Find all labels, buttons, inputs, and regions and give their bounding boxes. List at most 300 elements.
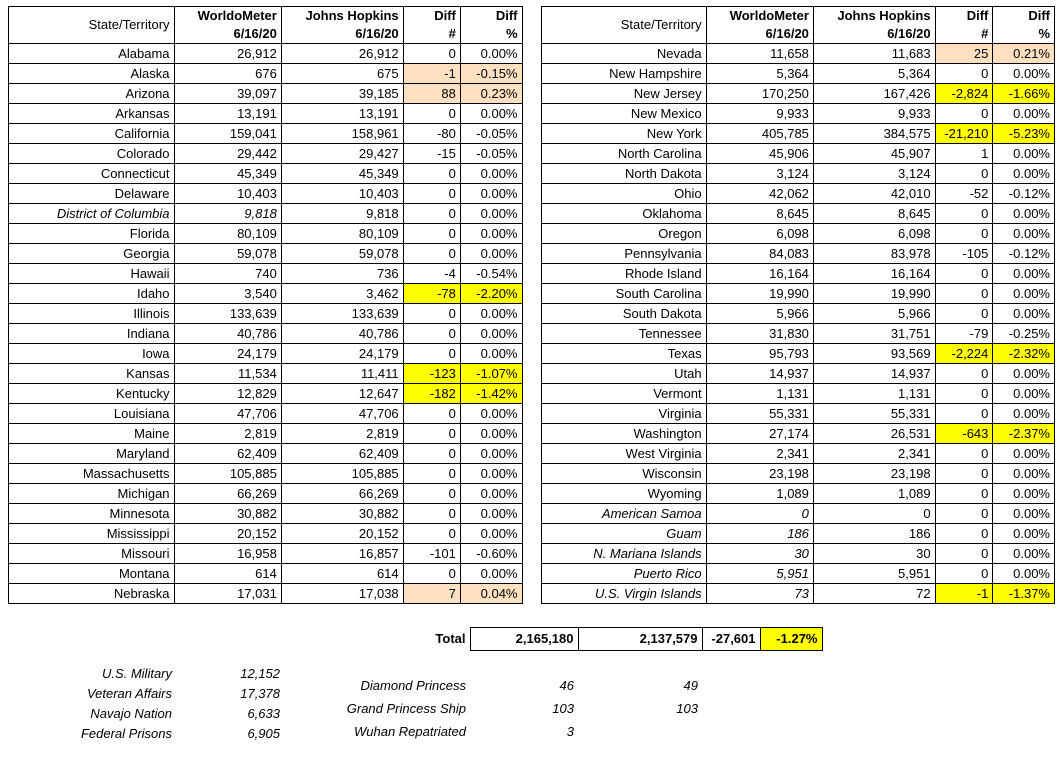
spacer-cell	[760, 651, 822, 674]
cell-diff-num: 0	[403, 164, 460, 184]
cell-state: Florida	[9, 224, 175, 244]
cell-worldometer: 9,933	[706, 104, 813, 124]
cell-johns-hopkins: 0	[813, 504, 935, 524]
header-diff-pct-label: Diff	[495, 8, 518, 23]
cell-state: Massachusetts	[9, 464, 175, 484]
cell-state: Texas	[541, 344, 706, 364]
cell-worldometer: 26,912	[174, 44, 281, 64]
cell-diff-pct: -0.12%	[993, 184, 1055, 204]
cell-diff-pct: -0.60%	[460, 544, 522, 564]
cell-state: Idaho	[9, 284, 175, 304]
cell-johns-hopkins: 24,179	[281, 344, 403, 364]
header-diff-num	[935, 7, 993, 44]
right-table-body	[541, 44, 1055, 604]
cell-diff-num: 0	[935, 564, 993, 584]
table-row	[9, 304, 523, 324]
table-row	[9, 124, 523, 144]
cell-diff-num: -101	[403, 544, 460, 564]
cell-state: Alaska	[9, 64, 175, 84]
cell-worldometer: 3,540	[174, 284, 281, 304]
header-johns-hopkins-date: 6/16/20	[355, 26, 399, 41]
total-diff-num: -27,601	[702, 627, 760, 650]
header-johns-hopkins-date: 6/16/20	[887, 26, 931, 41]
cell-worldometer: 17,031	[174, 584, 281, 604]
header-diff-pct	[993, 7, 1055, 44]
cell-johns-hopkins: 14,937	[813, 364, 935, 384]
total-johns-hopkins: 2,137,579	[578, 627, 702, 650]
cell-worldometer: 30,882	[174, 504, 281, 524]
table-row	[541, 364, 1055, 384]
table-row	[541, 204, 1055, 224]
right-table-head	[541, 7, 1055, 44]
cell-johns-hopkins: 12,647	[281, 384, 403, 404]
table-row	[541, 264, 1055, 284]
cell-johns-hopkins: 736	[281, 264, 403, 284]
header-johns-hopkins-label: Johns Hopkins	[305, 8, 399, 23]
cell-diff-pct: 0.00%	[993, 404, 1055, 424]
cell-worldometer: 55,331	[706, 404, 813, 424]
table-row	[541, 344, 1055, 364]
cell-diff-num: 0	[935, 364, 993, 384]
header-diff-num-sub: #	[981, 26, 989, 41]
table-row	[9, 564, 523, 584]
cell-diff-num: 0	[403, 204, 460, 224]
header-row	[541, 7, 1055, 44]
cell-johns-hopkins: 614	[281, 564, 403, 584]
cell-johns-hopkins: 55,331	[813, 404, 935, 424]
cell-diff-pct: -0.12%	[993, 244, 1055, 264]
cell-state: American Samoa	[541, 504, 706, 524]
cell-state: South Dakota	[541, 304, 706, 324]
extra-worldometer: 103	[552, 700, 574, 716]
table-row	[541, 284, 1055, 304]
cell-johns-hopkins: 5,966	[813, 304, 935, 324]
cell-diff-pct: -0.54%	[460, 264, 522, 284]
cell-johns-hopkins: 66,269	[281, 484, 403, 504]
cell-diff-num: 0	[935, 204, 993, 224]
cell-worldometer: 40,786	[174, 324, 281, 344]
cell-johns-hopkins: 1,089	[813, 484, 935, 504]
table-row	[541, 104, 1055, 124]
table-row	[9, 484, 523, 504]
left-data-table	[8, 6, 523, 604]
cell-johns-hopkins: 6,098	[813, 224, 935, 244]
cell-diff-num: -78	[403, 284, 460, 304]
cell-diff-pct: 0.00%	[993, 264, 1055, 284]
cell-diff-pct: -0.25%	[993, 324, 1055, 344]
cell-diff-pct: 0.00%	[993, 524, 1055, 544]
table-row	[9, 444, 523, 464]
cell-diff-num: -123	[403, 364, 460, 384]
cell-state: Kansas	[9, 364, 175, 384]
table-row	[9, 424, 523, 444]
table-row	[541, 184, 1055, 204]
cell-johns-hopkins: 9,933	[813, 104, 935, 124]
cell-worldometer: 105,885	[174, 464, 281, 484]
cell-diff-num: 0	[403, 324, 460, 344]
spacer-cell	[8, 644, 176, 664]
extra-label: U.S. Military	[101, 666, 172, 681]
cell-johns-hopkins: 26,531	[813, 424, 935, 444]
cell-johns-hopkins: 9,818	[281, 204, 403, 224]
cell-johns-hopkins: 16,164	[813, 264, 935, 284]
spacer-cell	[302, 604, 470, 627]
cell-johns-hopkins: 29,427	[281, 144, 403, 164]
header-diff-pct-label: Diff	[1028, 8, 1050, 23]
cell-worldometer: 95,793	[706, 344, 813, 364]
cell-diff-pct: 0.00%	[460, 324, 522, 344]
cell-johns-hopkins: 62,409	[281, 444, 403, 464]
cell-johns-hopkins: 133,639	[281, 304, 403, 324]
list-item	[302, 697, 822, 720]
spacer-row	[8, 644, 284, 664]
cell-johns-hopkins: 93,569	[813, 344, 935, 364]
cell-state: Louisiana	[9, 404, 175, 424]
cell-worldometer: 80,109	[174, 224, 281, 244]
total-worldometer: 2,165,180	[470, 627, 578, 650]
cell-worldometer: 30	[706, 544, 813, 564]
right-extra-body	[302, 604, 822, 744]
cell-diff-pct: 0.00%	[993, 64, 1055, 84]
header-worldometer-label: WorldoMeter	[729, 8, 809, 23]
header-worldometer-date: 6/16/20	[765, 26, 809, 41]
spacer-cell	[578, 651, 702, 674]
total-row	[302, 627, 822, 650]
table-row	[541, 304, 1055, 324]
cell-diff-num: 0	[403, 344, 460, 364]
table-row	[541, 44, 1055, 64]
table-row	[541, 64, 1055, 84]
cell-diff-num: 88	[403, 84, 460, 104]
list-item	[8, 664, 284, 684]
table-row	[9, 284, 523, 304]
table-row	[541, 444, 1055, 464]
extra-value: 17,378	[240, 686, 280, 701]
extra-worldometer: 46	[559, 677, 574, 693]
cell-johns-hopkins: 72	[813, 584, 935, 604]
cell-worldometer: 27,174	[706, 424, 813, 444]
cell-diff-num: -15	[403, 144, 460, 164]
total-label: Total	[435, 630, 466, 646]
cell-state: West Virginia	[541, 444, 706, 464]
table-row	[9, 164, 523, 184]
cell-state: Virginia	[541, 404, 706, 424]
cell-worldometer: 133,639	[174, 304, 281, 324]
cell-johns-hopkins: 5,951	[813, 564, 935, 584]
cell-diff-num: 0	[935, 504, 993, 524]
cell-state: Oklahoma	[541, 204, 706, 224]
table-row	[9, 524, 523, 544]
cell-diff-pct: -2.32%	[993, 344, 1055, 364]
extra-label: Diamond Princess	[360, 677, 466, 693]
table-row	[541, 124, 1055, 144]
cell-diff-num: -4	[403, 264, 460, 284]
cell-diff-pct: 0.00%	[993, 504, 1055, 524]
spacer-cell	[176, 604, 284, 624]
cell-worldometer: 45,349	[174, 164, 281, 184]
table-row	[9, 504, 523, 524]
table-row	[9, 144, 523, 164]
cell-state: Puerto Rico	[541, 564, 706, 584]
table-row	[9, 364, 523, 384]
spacer-cell	[760, 604, 822, 627]
table-row	[541, 384, 1055, 404]
right-data-table	[541, 6, 1056, 604]
spacer-cell	[8, 624, 176, 644]
cell-diff-pct: 0.00%	[460, 344, 522, 364]
cell-diff-pct: 0.00%	[460, 424, 522, 444]
cell-worldometer: 19,990	[706, 284, 813, 304]
cell-diff-pct: -0.05%	[460, 124, 522, 144]
cell-diff-num: -52	[935, 184, 993, 204]
cell-diff-pct: 0.00%	[460, 444, 522, 464]
extra-worldometer: 3	[566, 724, 574, 740]
cell-diff-num: 0	[935, 464, 993, 484]
cell-diff-pct: 0.00%	[460, 184, 522, 204]
cell-johns-hopkins: 26,912	[281, 44, 403, 64]
cell-worldometer: 14,937	[706, 364, 813, 384]
cell-state: Tennessee	[541, 324, 706, 344]
header-state-label: State/Territory	[88, 17, 170, 32]
cell-diff-num: 0	[403, 484, 460, 504]
cell-diff-num: 0	[935, 64, 993, 84]
cell-diff-num: -182	[403, 384, 460, 404]
cell-worldometer: 2,819	[174, 424, 281, 444]
spacer-cell	[702, 651, 760, 674]
cell-state: Kentucky	[9, 384, 175, 404]
cell-johns-hopkins: 3,462	[281, 284, 403, 304]
list-item	[8, 704, 284, 724]
cell-worldometer: 614	[174, 564, 281, 584]
cell-worldometer: 29,442	[174, 144, 281, 164]
cell-worldometer: 16,958	[174, 544, 281, 564]
total-diff-pct: -1.27%	[760, 627, 822, 650]
cell-johns-hopkins: 83,978	[813, 244, 935, 264]
cell-worldometer: 8,645	[706, 204, 813, 224]
cell-diff-pct: -1.42%	[460, 384, 522, 404]
table-row	[9, 44, 523, 64]
cell-diff-pct: 0.00%	[460, 304, 522, 324]
cell-diff-pct: 0.00%	[993, 544, 1055, 564]
extra-value: 12,152	[240, 666, 280, 681]
cell-state: California	[9, 124, 175, 144]
cell-state: New Jersey	[541, 84, 706, 104]
cell-diff-num: 0	[935, 104, 993, 124]
header-state-label: State/Territory	[620, 17, 702, 32]
cell-johns-hopkins: 17,038	[281, 584, 403, 604]
cell-state: North Carolina	[541, 144, 706, 164]
extra-value: 6,633	[247, 706, 280, 721]
cell-worldometer: 23,198	[706, 464, 813, 484]
cell-johns-hopkins: 186	[813, 524, 935, 544]
cell-diff-pct: 0.00%	[460, 104, 522, 124]
cell-johns-hopkins: 675	[281, 64, 403, 84]
cell-state: Arkansas	[9, 104, 175, 124]
table-row	[541, 564, 1055, 584]
cell-diff-pct: -0.05%	[460, 144, 522, 164]
cell-diff-pct: -2.20%	[460, 284, 522, 304]
cell-worldometer: 73	[706, 584, 813, 604]
cell-diff-num: 25	[935, 44, 993, 64]
spacer-row	[302, 651, 822, 674]
cell-diff-num: -2,824	[935, 84, 993, 104]
cell-state: Colorado	[9, 144, 175, 164]
cell-worldometer: 3,124	[706, 164, 813, 184]
cell-worldometer: 6,098	[706, 224, 813, 244]
cell-state: U.S. Virgin Islands	[541, 584, 706, 604]
cell-worldometer: 740	[174, 264, 281, 284]
table-row	[541, 224, 1055, 244]
extra-label: Navajo Nation	[90, 706, 172, 721]
cell-worldometer: 676	[174, 64, 281, 84]
spacer-row	[302, 604, 822, 627]
cell-diff-pct: 0.00%	[460, 504, 522, 524]
cell-diff-num: -1	[403, 64, 460, 84]
table-row	[9, 584, 523, 604]
header-row	[9, 7, 523, 44]
header-johns-hopkins-label: Johns Hopkins	[837, 8, 931, 23]
table-row	[9, 464, 523, 484]
cell-diff-num: 0	[935, 524, 993, 544]
cell-johns-hopkins: 105,885	[281, 464, 403, 484]
header-diff-num-label: Diff	[966, 8, 989, 23]
table-row	[9, 244, 523, 264]
table-row	[541, 324, 1055, 344]
cell-diff-num: 0	[935, 444, 993, 464]
table-row	[9, 324, 523, 344]
cell-diff-pct: 0.00%	[993, 304, 1055, 324]
cell-diff-pct: -0.15%	[460, 64, 522, 84]
table-row	[541, 84, 1055, 104]
spacer-cell	[470, 651, 578, 674]
cell-johns-hopkins: 2,819	[281, 424, 403, 444]
cell-worldometer: 47,706	[174, 404, 281, 424]
spacer-row	[8, 604, 284, 624]
cell-worldometer: 31,830	[706, 324, 813, 344]
cell-johns-hopkins: 384,575	[813, 124, 935, 144]
cell-worldometer: 5,364	[706, 64, 813, 84]
header-worldometer-label: WorldoMeter	[197, 8, 277, 23]
cell-johns-hopkins: 45,349	[281, 164, 403, 184]
cell-diff-pct: 0.00%	[993, 144, 1055, 164]
cell-state: Ohio	[541, 184, 706, 204]
cell-diff-pct: 0.00%	[993, 204, 1055, 224]
cell-worldometer: 45,906	[706, 144, 813, 164]
table-row	[9, 544, 523, 564]
cell-state: Wisconsin	[541, 464, 706, 484]
spacer-cell	[578, 604, 702, 627]
cell-diff-pct: 0.00%	[460, 244, 522, 264]
cell-johns-hopkins: 5,364	[813, 64, 935, 84]
cell-diff-pct: -1.37%	[993, 584, 1055, 604]
cell-state: New Hampshire	[541, 64, 706, 84]
cell-state: Mississippi	[9, 524, 175, 544]
list-item	[302, 721, 822, 744]
right-extra-table	[302, 604, 823, 744]
cell-worldometer: 0	[706, 504, 813, 524]
cell-johns-hopkins: 11,683	[813, 44, 935, 64]
table-row	[541, 464, 1055, 484]
table-row	[9, 404, 523, 424]
cell-diff-num: 1	[935, 144, 993, 164]
cell-worldometer: 20,152	[174, 524, 281, 544]
cell-diff-num: 0	[935, 484, 993, 504]
table-row	[9, 64, 523, 84]
extra-label: Wuhan Repatriated	[353, 724, 466, 740]
left-extra-table	[8, 604, 284, 744]
cell-worldometer: 9,818	[174, 204, 281, 224]
cell-worldometer: 1,089	[706, 484, 813, 504]
cell-state: Wyoming	[541, 484, 706, 504]
cell-state: District of Columbia	[9, 204, 175, 224]
cell-worldometer: 11,534	[174, 364, 281, 384]
cell-diff-pct: -1.66%	[993, 84, 1055, 104]
table-row	[541, 144, 1055, 164]
cell-diff-num: 0	[403, 224, 460, 244]
cell-state: Missouri	[9, 544, 175, 564]
cell-state: Pennsylvania	[541, 244, 706, 264]
cell-diff-num: 0	[403, 104, 460, 124]
table-row	[541, 524, 1055, 544]
table-row	[9, 84, 523, 104]
header-worldometer-date: 6/16/20	[233, 26, 277, 41]
cell-worldometer: 170,250	[706, 84, 813, 104]
cell-johns-hopkins: 20,152	[281, 524, 403, 544]
header-diff-num	[403, 7, 460, 44]
cell-diff-num: -1	[935, 584, 993, 604]
cell-state: Arizona	[9, 84, 175, 104]
cell-state: Oregon	[541, 224, 706, 244]
cell-diff-pct: 0.00%	[993, 224, 1055, 244]
cell-diff-pct: 0.00%	[460, 224, 522, 244]
cell-johns-hopkins: 13,191	[281, 104, 403, 124]
cell-diff-pct: -5.23%	[993, 124, 1055, 144]
cell-diff-num: 0	[935, 384, 993, 404]
header-diff-pct-sub: %	[505, 26, 518, 41]
cell-diff-pct: 0.00%	[460, 164, 522, 184]
table-row	[9, 264, 523, 284]
cell-worldometer: 5,951	[706, 564, 813, 584]
table-row	[9, 344, 523, 364]
cell-diff-num: 0	[403, 44, 460, 64]
cell-state: Vermont	[541, 384, 706, 404]
cell-diff-num: 0	[403, 304, 460, 324]
header-worldometer	[174, 7, 281, 44]
cell-diff-pct: 0.00%	[460, 204, 522, 224]
cell-diff-num: 0	[403, 444, 460, 464]
cell-diff-pct: 0.00%	[993, 104, 1055, 124]
table-row	[541, 164, 1055, 184]
cell-diff-num: -80	[403, 124, 460, 144]
list-item	[8, 724, 284, 744]
header-johns-hopkins	[813, 7, 935, 44]
header-johns-hopkins	[281, 7, 403, 44]
cell-state: N. Mariana Islands	[541, 544, 706, 564]
cell-worldometer: 13,191	[174, 104, 281, 124]
table-row	[9, 224, 523, 244]
list-item	[8, 684, 284, 704]
cell-worldometer: 62,409	[174, 444, 281, 464]
cell-diff-num: -2,224	[935, 344, 993, 364]
cell-johns-hopkins: 11,411	[281, 364, 403, 384]
cell-state: Maine	[9, 424, 175, 444]
header-diff-num-label: Diff	[434, 8, 456, 23]
cell-johns-hopkins: 39,185	[281, 84, 403, 104]
cell-state: Minnesota	[9, 504, 175, 524]
cell-diff-num: 0	[935, 164, 993, 184]
cell-johns-hopkins: 23,198	[813, 464, 935, 484]
table-row	[541, 584, 1055, 604]
